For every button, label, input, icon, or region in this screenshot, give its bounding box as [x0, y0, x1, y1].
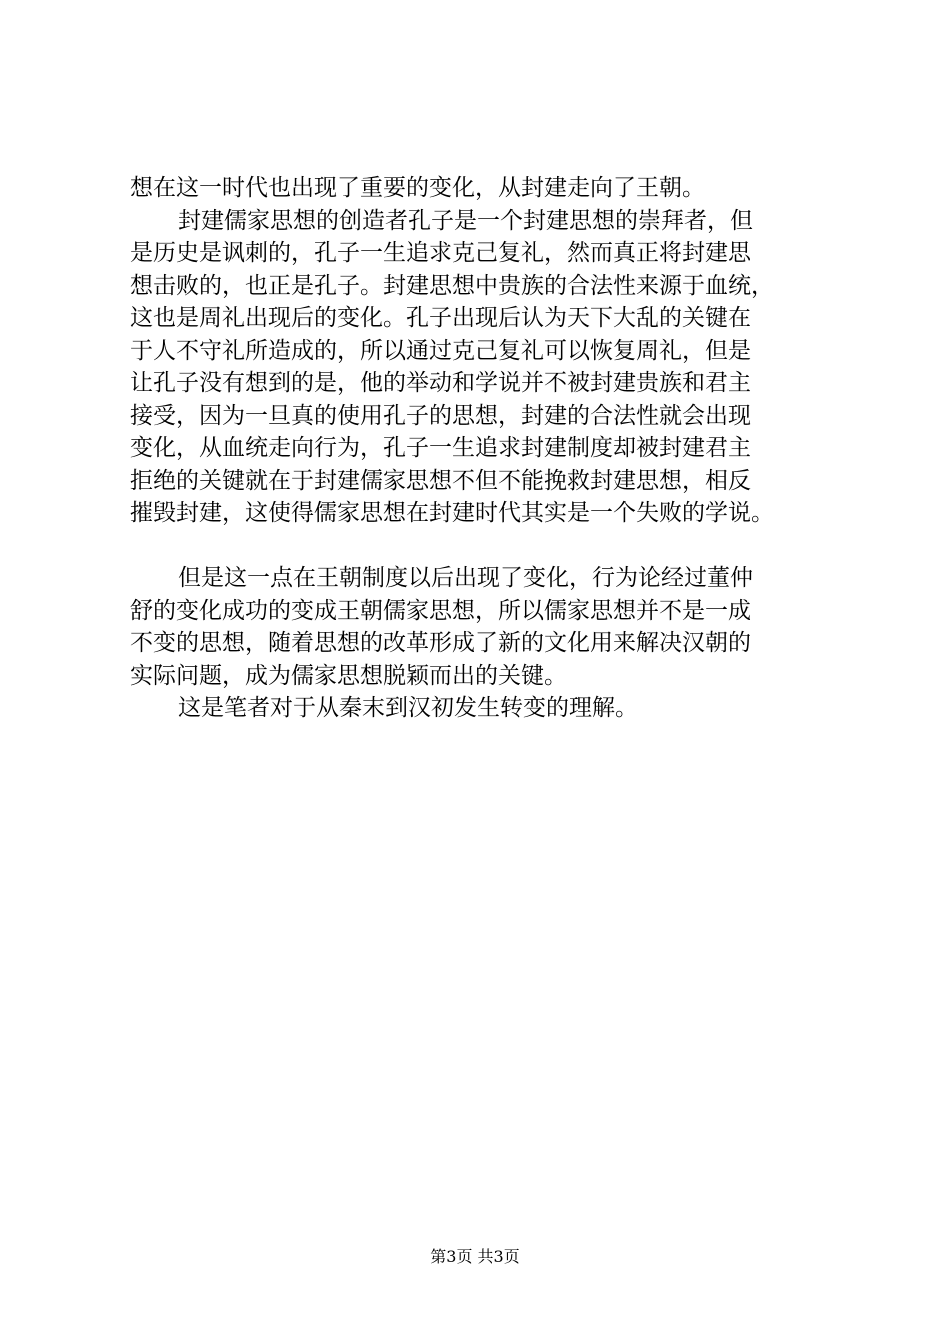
text-line: 摧毁封建，这使得儒家思想在封建时代其实是一个失败的学说。	[130, 500, 774, 526]
text-line: 变化，从血统走向行为，孔子一生追求封建制度却被封建君主	[130, 435, 751, 461]
text-line: 舒的变化成功的变成王朝儒家思想，所以儒家思想并不是一成	[130, 597, 751, 624]
text-line: 让孔子没有想到的是，他的举动和学说并不被封建贵族和君主	[130, 370, 751, 396]
text-line: 实际问题，成为儒家思想脱颖而出的关键。	[130, 662, 567, 689]
text-line: 想在这一时代也出现了重要的变化，从封建走向了王朝。	[130, 175, 705, 201]
paragraph-start-line: 但是这一点在王朝制度以后出现了变化，行为论经过董仲	[178, 565, 753, 591]
text-line: 拒绝的关键就在于封建儒家思想不但不能挽救封建思想，相反	[130, 467, 751, 494]
text-line: 想击败的，也正是孔子。封建思想中贵族的合法性来源于血统，	[130, 272, 774, 299]
text-line: 不变的思想，随着思想的改革形成了新的文化用来解决汉朝的	[130, 630, 751, 656]
document-body	[130, 172, 830, 725]
text-line: 于人不守礼所造成的，所以通过克己复礼可以恢复周礼，但是	[130, 337, 751, 364]
paragraph-start-line: 这是笔者对于从秦末到汉初发生转变的理解。	[178, 695, 638, 721]
text-line: 接受，因为一旦真的使用孔子的思想，封建的合法性就会出现	[130, 402, 751, 429]
text-line: 是历史是讽刺的，孔子一生追求克己复礼，然而真正将封建思	[130, 240, 751, 266]
paragraph-start-line: 封建儒家思想的创造者孔子是一个封建思想的崇拜者，但	[178, 207, 753, 234]
page-footer: 第3页 共3页	[430, 1247, 520, 1266]
paragraph-gap	[130, 530, 830, 563]
text-line: 这也是周礼出现后的变化。孔子出现后认为天下大乱的关键在	[130, 305, 751, 331]
